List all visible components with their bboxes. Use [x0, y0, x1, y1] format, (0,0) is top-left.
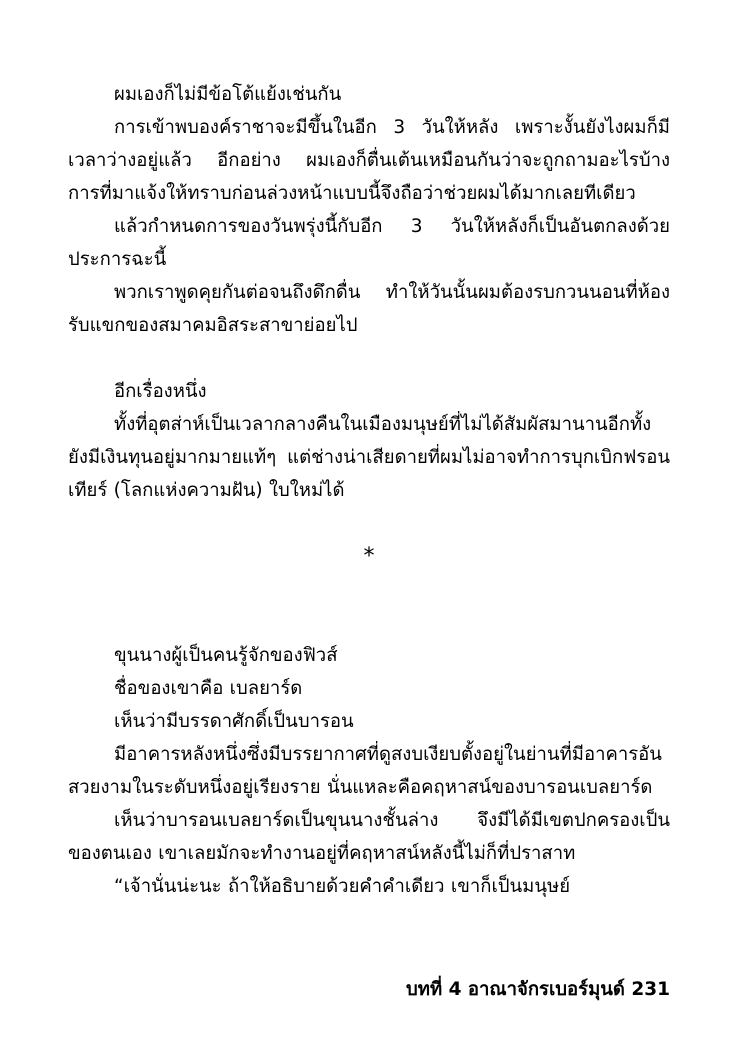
paragraph: พวกเราพูดคุยกันต่อจนถึงดึกดื่น ทำให้วันนั้นผมต้องรบกวนนอนที่ห้องรับแขกของสมาคมอิสระสาขาย่อยไป	[68, 282, 670, 336]
paragraph: ขุนนางผู้เป็นคนรู้จักของฟิวส์	[114, 645, 338, 666]
paragraph-spacer	[68, 573, 670, 606]
paragraph-spacer	[68, 507, 670, 540]
paragraph: มีอาคารหลังหนึ่งซึ่งมีบรรยากาศที่ดูสงบเงียบตั้งอยู่ในย่านที่มีอาคารอันสวยงามในระดับหนึ่งอยู่เรียงราย นั่นแหละคือคฤหาสน์ของบารอนเบลยาร์ด	[68, 744, 662, 798]
page-body	[68, 78, 670, 903]
paragraph-spacer	[68, 342, 670, 375]
paragraph-spacer	[68, 606, 670, 639]
paragraph: ชื่อของเขาคือ เบลยาร์ด	[114, 678, 303, 699]
paragraph: การเข้าพบองค์ราชาจะมีขึ้นในอีก 3 วันให้หลัง เพราะงั้นยังไงผมก็มีเวลาว่างอยู่แล้ว อีกอย่าง ผมเองก็ตื่นเต้นเหมือนกันว่าจะถูกถามอะไรบ้าง การที่มาแจ้งให้ทราบก่อนล่วงหน้าแบบนี้จึงถือว่าช่วยผมได้มากเลยทีเดียว	[68, 117, 670, 204]
paragraph: ทั้งที่อุตส่าห์เป็นเวลากลางคืนในเมืองมนุษย์ที่ไม่ได้สัมผัสมานานอีกทั้งยังมีเงินทุนอยู่มากมายแท้ๆ แต่ช่างน่าเสียดายที่ผมไม่อาจทำการบุกเบิกฟรอนเทียร์ (โลกแห่งความฝัน) ใบใหม่ได้	[68, 414, 670, 501]
paragraph: แล้วกำหนดการของวันพรุ่งนี้กับอีก 3 วันให้หลังก็เป็นอันตกลงด้วยประการฉะนี้	[68, 216, 670, 270]
paragraph: อีกเรื่องหนึ่ง	[114, 381, 207, 402]
paragraph: เห็นว่ามีบรรดาศักดิ์เป็นบารอน	[114, 711, 354, 732]
paragraph: เห็นว่าบารอนเบลยาร์ดเป็นขุนนางชั้นล่าง จึงมีได้มีเขตปกครองเป็นของตนเอง เขาเลยมักจะทำงานอยู่ที่คฤหาสน์หลังนี้ไม่ก็ที่ปราสาท	[68, 810, 670, 864]
paragraph: ผมเองก็ไม่มีข้อโต้แย้งเช่นกัน	[114, 84, 342, 105]
paragraph: “เจ้านั่นน่ะนะ ถ้าให้อธิบายด้วยคำคำเดียว เขาก็เป็นมนุษย์	[114, 876, 571, 897]
page-footer: บทที่ 4 อาณาจักรเบอร์มุนด์ 231	[406, 979, 670, 1000]
section-divider: *	[363, 544, 375, 569]
